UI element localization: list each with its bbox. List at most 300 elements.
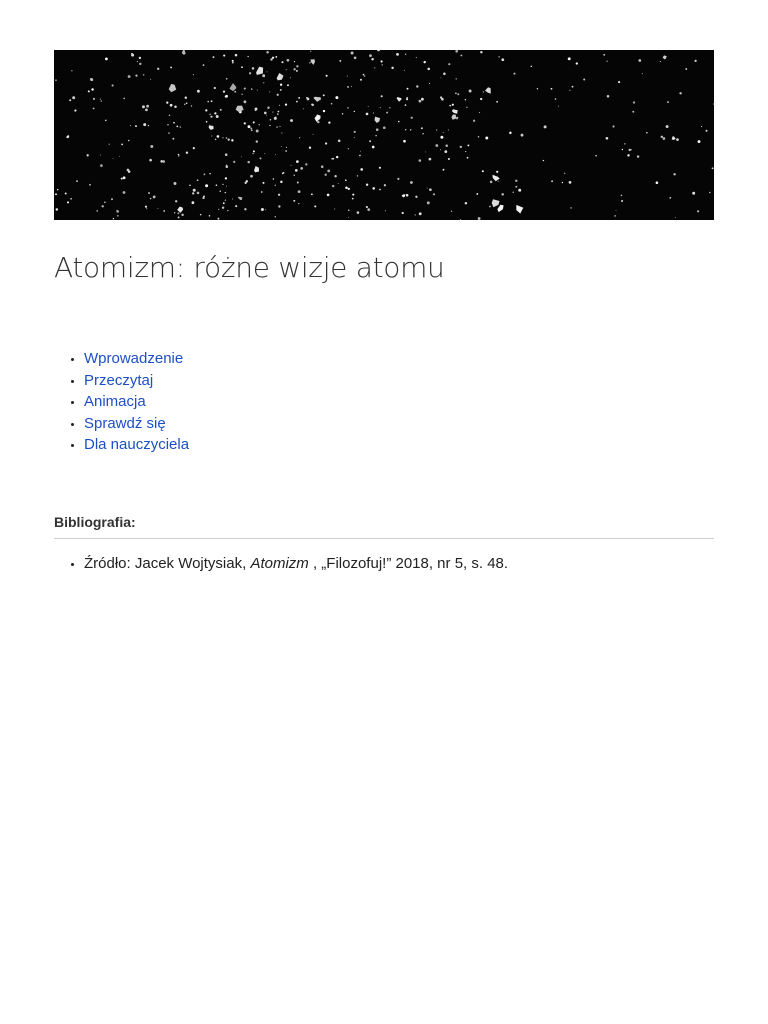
particle [403,140,406,143]
particle [415,196,417,198]
particle [375,135,377,137]
particle [624,143,625,144]
particle [216,184,218,186]
particle [90,78,92,80]
particle [235,205,237,207]
particle [279,105,280,106]
particle [339,60,341,62]
particle [478,136,480,138]
particle [223,90,225,92]
particle [509,132,511,134]
particle [407,88,409,90]
particle [211,135,212,136]
particle [177,212,179,214]
particle [150,198,151,199]
particle [352,198,354,200]
particle [91,88,93,90]
particle [402,212,404,214]
particle [215,139,217,141]
particle [448,158,450,160]
particle [323,94,325,96]
particle [193,74,194,75]
particle [377,50,380,51]
particle [572,86,574,88]
particle [123,191,126,194]
particle [232,60,234,62]
particle [335,96,338,99]
particle [381,95,383,97]
particle [629,149,631,151]
particle [269,91,270,92]
particle [209,215,211,217]
particle [294,61,295,62]
particle [66,135,69,138]
particle [262,182,264,184]
particle [275,185,276,186]
particle [603,54,605,56]
particle [123,98,125,100]
particle [419,212,422,215]
particle [260,157,262,159]
particle [202,197,204,199]
particle [632,111,634,113]
particle [309,62,310,63]
toc-item-wprowadzenie [84,348,189,370]
particle [128,170,131,173]
particle [419,159,422,162]
particle [445,144,448,147]
toc-link-przeczytaj[interactable]: Przeczytaj [84,371,154,389]
particle [460,54,462,56]
particle [298,203,299,204]
particle [280,181,282,183]
particle [297,182,299,184]
particle [443,73,446,76]
particle [227,210,228,211]
particle [182,50,186,55]
particle [679,92,681,94]
particle [298,97,300,99]
particle [411,117,413,119]
particle [564,173,565,174]
particle [336,156,338,158]
particle [191,105,192,106]
particle [275,56,277,58]
particle [347,107,348,108]
particle [490,181,493,184]
particle [275,216,276,217]
particle [457,93,459,95]
particle [192,192,194,194]
particle [621,195,623,197]
bibliography-list [54,553,508,575]
particle [169,115,171,117]
particle [455,92,457,94]
particle [220,190,221,191]
particle [273,178,274,179]
particle [354,131,356,133]
particle [72,96,75,99]
particle [251,130,253,132]
particle [220,109,222,111]
particle [259,124,260,125]
particle [576,62,578,64]
particle [214,87,216,89]
particle [360,168,363,171]
particle-field [54,50,714,220]
particle [241,156,242,157]
particle [357,211,360,214]
particle [293,200,295,202]
particle [482,170,484,172]
particle [262,74,265,77]
particle [197,192,200,195]
particle [558,106,559,107]
particle [311,193,313,195]
particle [451,114,456,119]
particle [211,100,213,102]
particle [251,88,252,89]
particle [186,152,188,154]
particle [123,176,126,179]
particle [323,110,325,112]
particle [315,115,321,122]
particle [216,115,219,118]
toc-link-wprowadzenie[interactable]: Wprowadzenie [84,350,184,367]
particle [146,105,149,108]
particle [483,91,484,92]
particle [135,74,137,76]
toc-link-dla-nauczyciela[interactable]: Dla nauczyciela [84,436,190,454]
particle [313,134,314,135]
particle [443,169,445,171]
page-title: Atomizm: różne wizje atomu [54,251,445,284]
particle [267,106,269,108]
particle [363,74,365,76]
particle [518,189,521,192]
particle [398,121,400,123]
particle [373,113,374,114]
particle [416,85,418,87]
particle [354,111,355,112]
particle [467,144,469,146]
particle [174,106,177,109]
particle [274,117,277,120]
particle [583,79,585,81]
particle [291,165,292,166]
particle [638,59,641,62]
particle [247,161,249,163]
particle [247,56,248,57]
particle [351,52,354,55]
particle [70,198,72,200]
particle [146,208,147,209]
particle [666,125,669,128]
particle [55,80,56,81]
particle [286,69,287,70]
particle [117,210,120,213]
particle [203,64,205,66]
particle [252,67,255,70]
particle [441,98,444,101]
particle [663,137,666,140]
particle [606,137,609,140]
particle [307,98,310,101]
divider [54,538,714,539]
particle [276,126,277,127]
particle [257,90,258,91]
bibliography-heading: Bibliografia: [54,514,136,530]
particle [389,107,390,108]
particle [328,121,330,123]
particle [279,126,280,127]
particle [104,201,106,203]
particle [252,153,253,154]
particle [354,137,355,138]
toc-link-animacja[interactable]: Animacja [84,393,146,411]
particle [448,129,449,130]
particle [163,210,165,212]
particle [172,138,174,140]
particle [498,181,499,182]
particle [150,79,151,80]
particle [89,184,91,186]
particle [469,90,472,93]
particle [254,166,259,172]
particle [521,134,524,137]
particle [429,83,430,84]
particle [150,145,153,148]
particle [305,163,307,165]
particle [712,167,714,169]
particle [436,129,437,130]
particle [290,77,291,78]
particle [55,193,57,195]
particle [467,157,469,159]
particle [423,61,425,63]
particle [272,112,273,113]
particle [204,174,206,176]
particle [456,78,457,79]
toc-link-sprawdz-sie[interactable]: Sprawdź się [84,414,166,432]
particle [210,116,212,118]
particle [338,140,341,143]
particle [178,155,179,156]
particle [197,179,199,181]
particle [348,217,349,218]
particle [109,144,110,145]
particle [607,61,608,62]
particle [275,154,276,155]
particle [607,95,610,98]
particle [701,126,702,127]
particle [174,212,175,213]
particle [385,210,386,211]
particle [685,68,687,70]
particle [380,107,381,108]
particle [234,91,236,93]
particle [347,76,348,77]
particle [148,125,149,126]
particle [698,140,701,143]
particle [157,208,158,209]
particle [705,130,707,132]
particle [345,187,348,190]
particle [419,100,422,103]
particle [405,104,407,106]
particle [313,97,321,102]
particle [374,67,375,68]
particle [694,60,696,62]
particle [119,156,120,157]
particle [397,97,402,102]
particle [222,206,224,208]
particle [295,169,298,172]
particle [367,208,370,211]
particle [537,88,538,89]
particle [139,57,141,59]
particle [397,178,399,180]
particle [296,160,299,163]
particle [440,77,441,78]
particle [568,57,571,60]
particle [656,181,659,184]
particle [672,136,676,140]
particle [193,147,195,149]
particle [375,117,381,123]
particle [368,106,369,107]
particle [310,51,311,52]
particle [128,75,131,78]
particle [299,137,300,138]
particle [244,122,246,124]
particle [148,192,150,194]
particle [614,215,616,217]
particle [243,100,246,103]
particle [105,120,106,121]
particle [618,81,620,83]
particle [177,207,183,213]
particle [449,105,451,107]
particle [427,68,430,71]
particle [290,119,293,122]
particle [443,132,444,133]
particle [139,63,141,65]
particle [465,202,467,204]
particle [280,76,282,78]
particle [244,88,246,90]
particle [228,138,230,140]
particle [143,74,144,75]
particle [410,181,413,184]
particle [371,58,373,60]
particle [357,175,359,177]
particle [352,194,354,196]
particle [348,188,350,190]
particle [332,158,334,160]
particle [225,192,226,193]
particle [364,75,366,77]
particle [551,180,553,182]
bibliography-suffix: , „Filozofuj!” 2018, nr 5, s. 48. [308,555,509,572]
particle [149,159,152,162]
particle [113,218,114,219]
particle [460,146,462,148]
particle [531,66,532,67]
particle [87,154,89,156]
particle [391,67,393,69]
particle [485,87,491,93]
particle [621,200,623,202]
particle [551,88,553,90]
particle [544,125,547,128]
particle [157,68,159,70]
particle [422,133,424,135]
particle [205,184,208,187]
particle [178,154,179,155]
particle [180,126,181,127]
particle [173,122,175,124]
particle [351,86,352,87]
particle [421,98,424,101]
particle [309,147,311,149]
particle [226,165,229,168]
particle [100,99,101,100]
particle [331,103,333,105]
particle [379,167,381,169]
particle [93,98,95,100]
particle [480,51,482,53]
particle [222,184,223,185]
particle [667,101,669,103]
particle [192,201,195,204]
toc-item-przeczytaj [84,370,189,392]
particle [347,86,349,88]
particle [235,54,238,57]
particle [492,199,500,207]
particle [465,151,466,152]
particle [406,98,408,100]
particle [372,187,375,190]
particle [386,112,388,114]
particle [452,104,454,106]
particle [143,123,146,126]
particle [496,101,498,103]
particle [100,154,101,155]
particle [169,84,177,92]
particle [405,54,406,55]
particle [74,110,76,112]
particle [282,172,284,174]
particle [479,112,480,113]
particle [248,125,251,128]
particle [265,209,266,210]
particle [102,205,104,207]
particle [280,84,282,86]
particle [348,148,349,149]
particle [489,206,491,208]
particle [175,200,177,202]
particle [713,104,714,105]
particle [480,98,482,100]
particle [673,173,675,175]
particle [113,158,114,159]
particle [170,104,173,107]
particle [425,151,426,152]
particle [197,90,200,93]
particle [321,165,324,168]
particle [334,175,336,177]
